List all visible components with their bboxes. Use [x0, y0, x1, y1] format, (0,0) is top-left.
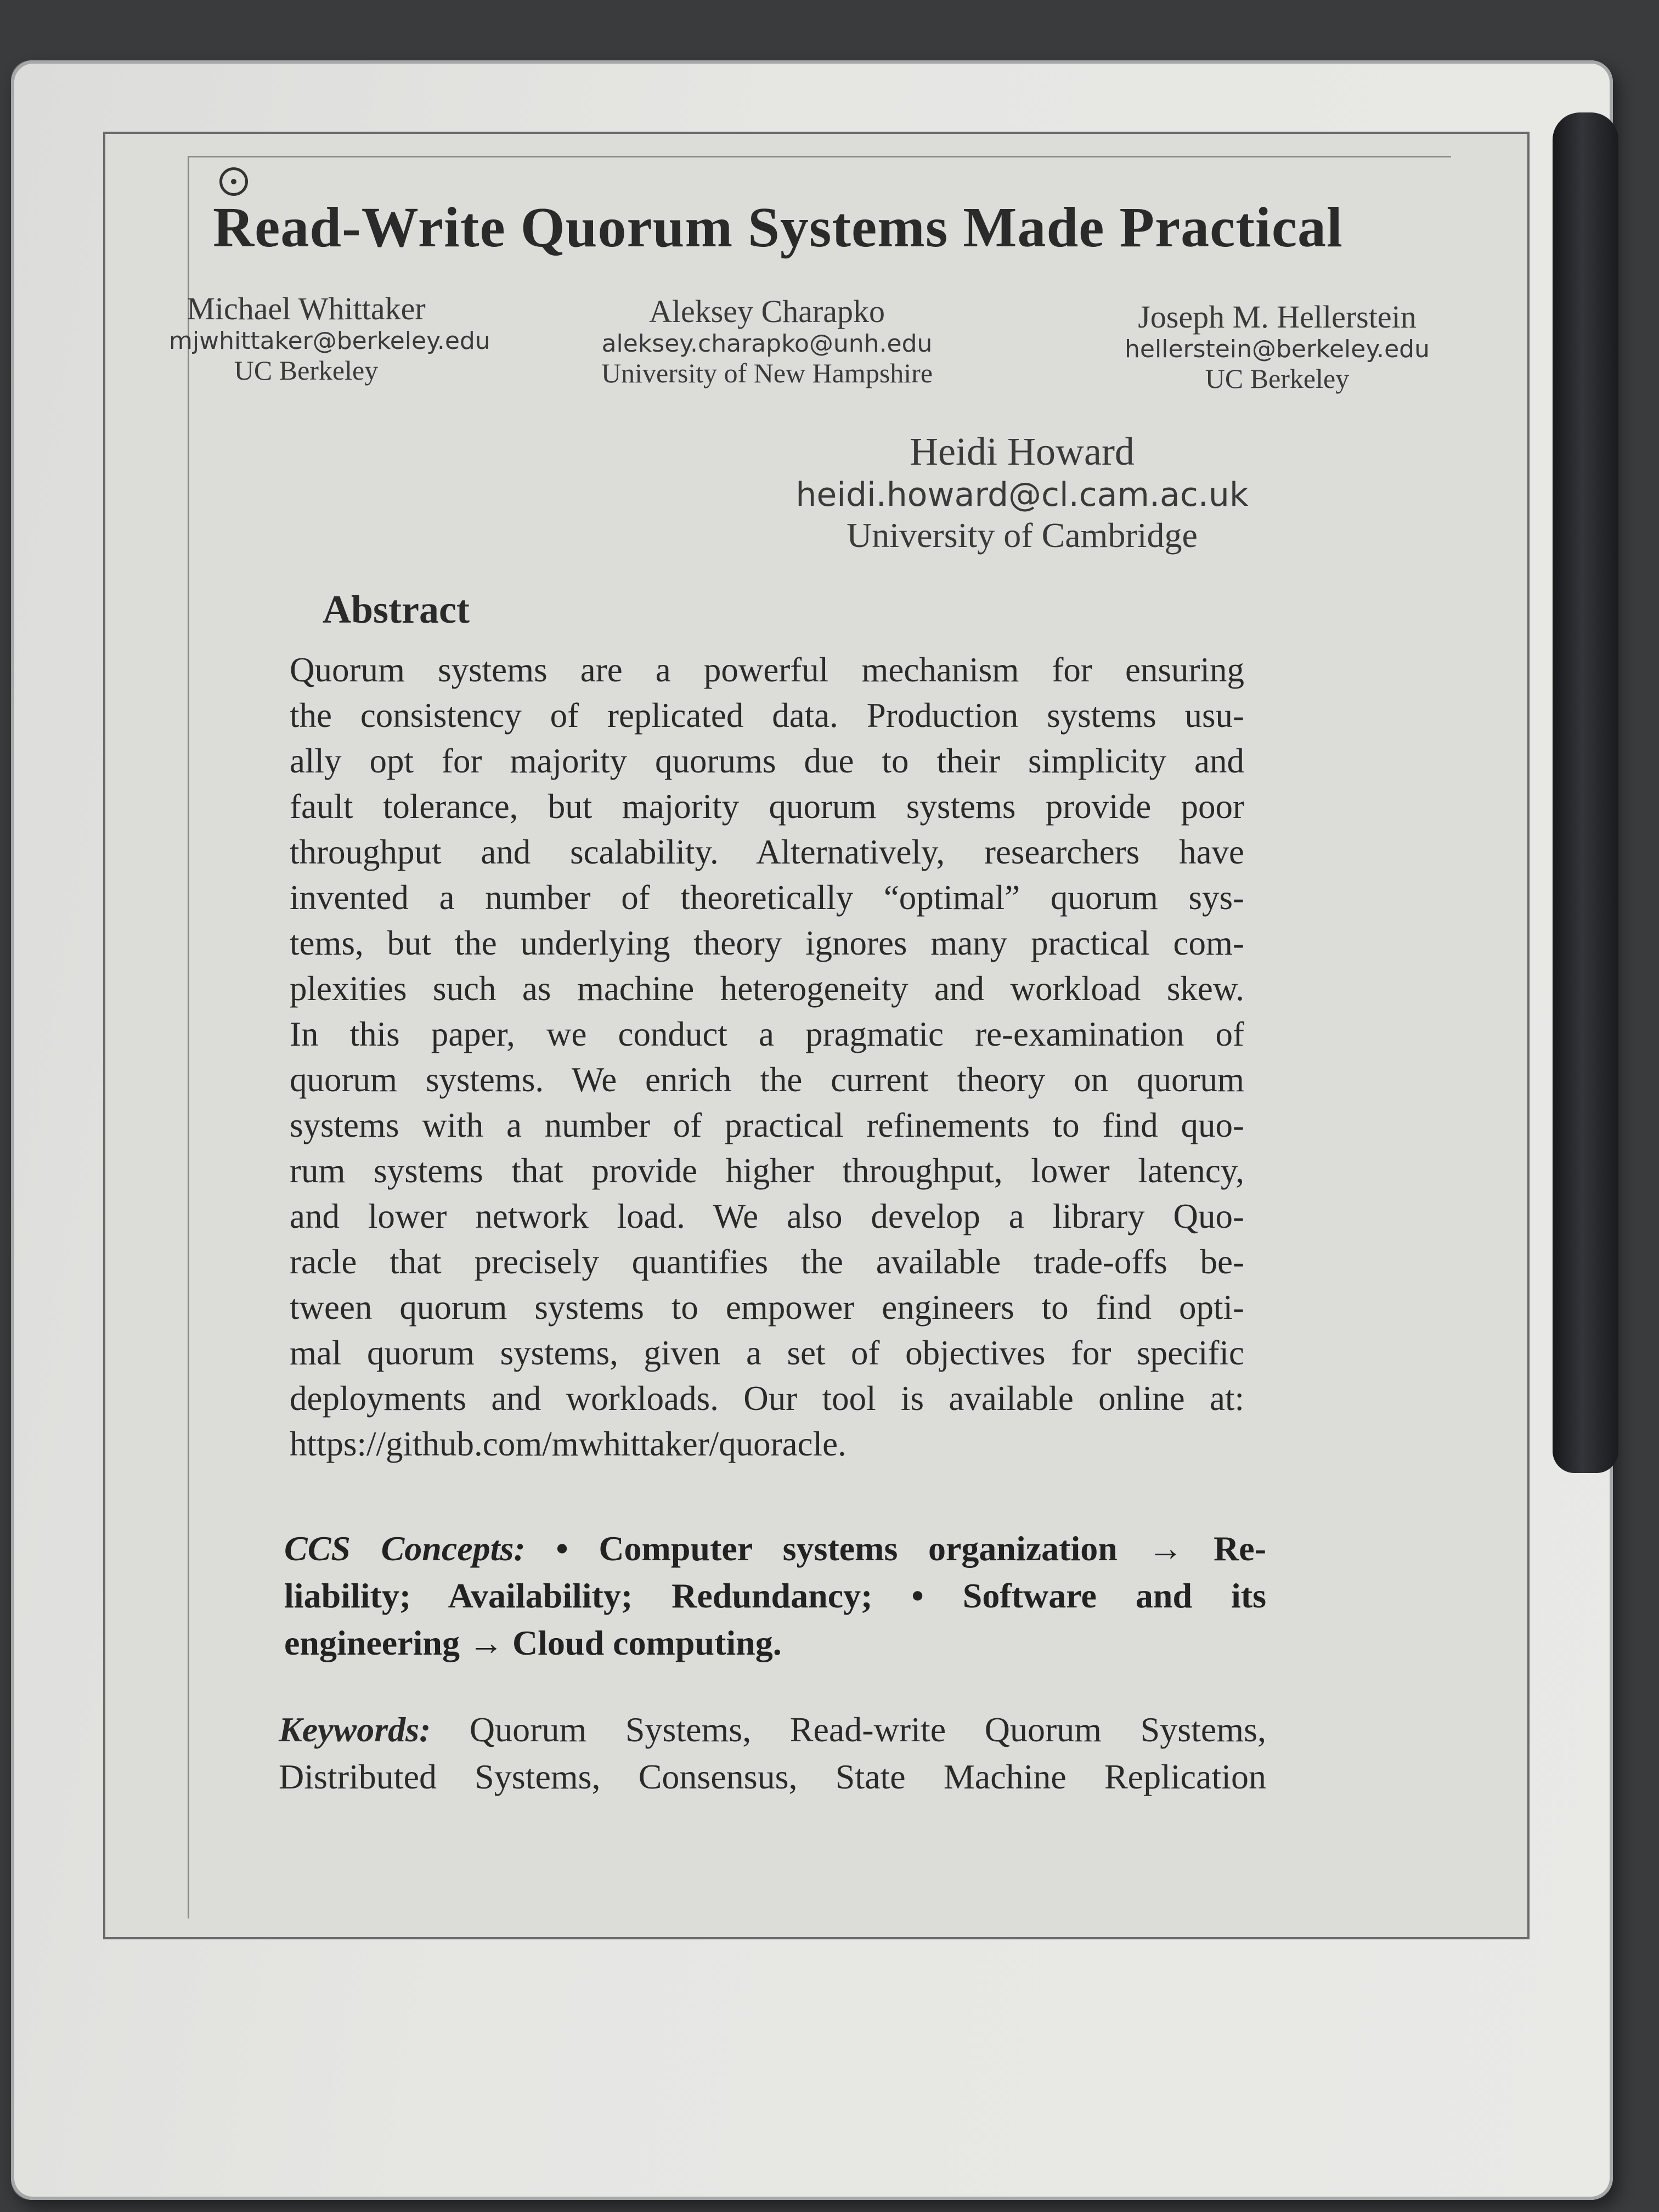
abstract-line: and lower network load. We also develop a library Quo-	[290, 1197, 1244, 1235]
author-affiliation: University of New Hampshire	[601, 358, 933, 389]
abstract-line: ally opt for majority quorums due to their simplicity and	[290, 742, 1244, 780]
abstract-line: mal quorum systems, given a set of objectives for specific	[290, 1334, 1244, 1372]
author-affiliation: University of Cambridge	[847, 516, 1198, 555]
abstract-line: In this paper, we conduct a pragmatic re-examination of	[290, 1015, 1244, 1053]
ccs-line	[284, 1525, 1266, 1572]
keywords-label: Keywords:	[279, 1710, 431, 1749]
ccs-text: • Computer systems organization → Re-	[556, 1529, 1267, 1568]
author-affiliation: UC Berkeley	[1205, 363, 1350, 394]
ccs-label: CCS Concepts:	[284, 1529, 526, 1568]
author-affiliation: UC Berkeley	[234, 355, 379, 386]
author-block	[580, 294, 953, 390]
abstract-line: deployments and workloads. Our tool is available online at:	[290, 1379, 1244, 1418]
abstract-line: plexities such as machine heterogeneity and workload skew.	[290, 969, 1244, 1008]
author-block	[1091, 299, 1464, 395]
abstract-line: Quorum systems are a powerful mechanism for ensuring	[290, 651, 1244, 689]
abstract-heading: Abstract	[323, 588, 470, 631]
abstract-line: invented a number of theoretically “optimal” quorum sys-	[290, 878, 1244, 917]
ccs-line: liability; Availability; Redundancy; • Software and its	[284, 1576, 1266, 1615]
keywords-line	[279, 1706, 1266, 1753]
author-email: heidi.howard@cl.cam.ac.uk	[795, 476, 1249, 515]
author-email: mjwhittaker@berkeley.edu	[169, 326, 490, 355]
abstract-body	[290, 647, 1244, 1467]
author-email: aleksey.charapko@unh.edu	[601, 329, 933, 358]
author-email: hellerstein@berkeley.edu	[1125, 335, 1430, 363]
keywords-text: Quorum Systems, Read-write Quorum Systems,	[469, 1710, 1267, 1749]
abstract-url-line[interactable]: https://github.com/mwhittaker/quoracle.	[290, 1425, 847, 1463]
abstract-line: systems with a number of practical refinements to find quo-	[290, 1106, 1244, 1144]
keywords	[279, 1706, 1266, 1801]
abstract-line: tween quorum systems to empower engineers to find opti-	[290, 1288, 1244, 1327]
abstract-line: quorum systems. We enrich the current theory on quorum	[290, 1060, 1244, 1099]
author-name: Heidi Howard	[910, 430, 1135, 473]
ccs-line: engineering → Cloud computing.	[284, 1623, 782, 1662]
abstract-line: racle that precisely quantifies the available trade-offs be-	[290, 1243, 1244, 1281]
stylus-pen	[1553, 112, 1618, 1473]
author-name: Aleksey Charapko	[648, 294, 885, 329]
abstract-line: rum systems that provide higher throughput, lower latency,	[290, 1152, 1244, 1190]
abstract-line: fault tolerance, but majority quorum systems provide poor	[290, 787, 1244, 826]
paper-title: Read-Write Quorum Systems Made Practical	[213, 196, 1343, 259]
abstract-line: tems, but the underlying theory ignores many practical com-	[290, 924, 1244, 962]
abstract-line: throughput and scalability. Alternatively, researchers have	[290, 833, 1244, 871]
author-name: Michael Whittaker	[187, 291, 426, 326]
keywords-line: Distributed Systems, Consensus, State Machine Replication	[279, 1757, 1266, 1796]
author-name: Joseph M. Hellerstein	[1138, 299, 1417, 335]
menu-circle-icon[interactable]	[219, 167, 248, 196]
paper-page	[103, 132, 1530, 1939]
author-block	[707, 428, 1338, 557]
author-block	[169, 291, 490, 387]
abstract-line: the consistency of replicated data. Production systems usu-	[290, 696, 1244, 735]
ccs-concepts	[284, 1525, 1266, 1667]
